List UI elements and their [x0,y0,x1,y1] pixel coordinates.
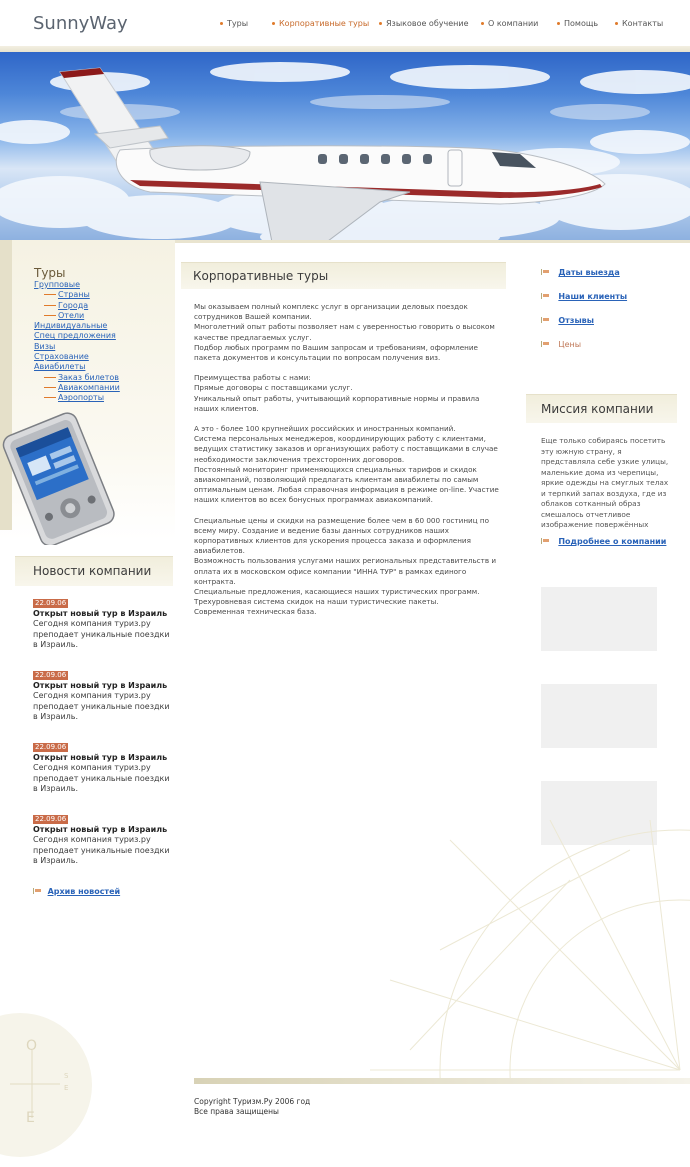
right-link-label[interactable]: Цены [558,340,582,349]
sidebar-menu [34,280,120,404]
news-text: Сегодня компания туриз.ру преподает уникальные поездки в Израиль. [33,835,170,866]
news-item [33,814,173,867]
bullet-icon [220,22,223,25]
sidebar-item-label[interactable]: Страны [58,290,90,300]
right-link-dates[interactable] [541,268,627,292]
news-headline[interactable]: Открыт новый тур в Израиль [33,824,168,834]
sidebar-item-flights[interactable] [34,362,120,372]
news-text: Сегодня компания туриз.ру преподает уникальные поездки в Израиль. [33,763,170,794]
news-text: Сегодня компания туриз.ру преподает уникальные поездки в Израиль. [33,691,170,722]
nav-item-corporate-tours[interactable]: Корпоративные туры [272,19,369,28]
compass-letter: Е [26,1110,35,1126]
sidebar-subitem-cities[interactable] [34,301,120,311]
sidebar-item-individual[interactable] [34,321,120,331]
content-header [181,262,506,289]
sidebar-item-label[interactable]: Групповые [34,280,80,289]
news-header [15,556,173,586]
right-link-label[interactable]: Наши клиенты [558,292,628,301]
news-headline[interactable]: Открыт новый тур в Израиль [33,608,168,618]
content-body [194,302,506,628]
content-paragraph: Преимущества работы с нами: Прямые договоры с поставщиками услуг. Уникальный опыт работы, учитывающий корпоративные нормы и правила наших клиентов. [194,373,480,413]
news-headline[interactable]: Открыт новый тур в Израиль [33,680,168,690]
arrow-icon [44,397,56,398]
sidebar-subitem-ticket-order[interactable] [34,373,120,383]
news-date: 22.09.06 [35,743,67,751]
news-date: 22.09.06 [35,815,67,823]
bullet-icon [379,22,382,25]
right-link-prices[interactable] [541,340,627,364]
sidebar-item-label[interactable]: Индивидуальные [34,321,108,331]
content-paragraph: А это - более 100 крупнейших российских и иностранных компаний. Система персональных менеджеров, координирующих работу с клиентами, ведущих статистику заказов и организующих работу с поставщиками в случае необходимости заключения трехсторонних договоров. Постоянный мониторинг применяющихся специальных тарифов и скидок авиакомпаний, позволяющий предлагать клиентам авиабилеты по самым оптимальным ценам. Любая справочная информация в режиме on-line. Участие наших клиентов во всех бонусных программах авиакомпаний. [194,424,499,505]
sidebar-item-label[interactable]: Страхование [34,352,89,362]
right-link-label[interactable]: Даты выезда [558,268,620,277]
nav-item-help[interactable]: Помощь [557,19,598,28]
sidebar-item-special-offers[interactable] [34,331,120,341]
sidebar-item-label[interactable]: Отели [58,310,85,320]
sidebar-item-visas[interactable] [34,342,120,352]
flag-icon [541,269,550,275]
sidebar-item-label[interactable]: Спец предложения [34,331,116,341]
news-date: 22.09.06 [35,599,67,607]
news-headline[interactable]: Открыт новый тур в Израиль [33,752,168,762]
more-link-label[interactable]: Подробнее о компании [558,537,667,546]
airplane-illustration [0,52,690,240]
rights-text: Все права защищены [194,1107,279,1116]
flag-icon [541,538,550,544]
bullet-icon [481,22,484,25]
sidebar-subitem-airports[interactable] [34,393,120,403]
sidebar-subitem-hotels[interactable] [34,311,120,321]
header [0,0,690,48]
flag-icon [33,888,42,894]
mission-header [526,394,677,423]
nav-item-contacts[interactable]: Контакты [615,19,663,28]
nav-item-about[interactable]: О компании [481,19,538,28]
right-link-label[interactable]: Отзывы [558,316,594,325]
compass-left-decoration [0,1010,100,1160]
sidebar-item-label[interactable]: Аэропорты [58,393,105,403]
news-text: Сегодня компания туриз.ру преподает уникальные поездки в Израиль. [33,619,170,650]
sidebar-item-label[interactable]: Авиакомпании [58,382,120,392]
arrow-icon [44,315,56,316]
footer-divider [194,1078,690,1084]
compass-letter: S [64,1072,69,1080]
logo[interactable]: SunnyWay [33,13,128,34]
bullet-icon [272,22,275,25]
arrow-icon [44,377,56,378]
arrow-icon [44,305,56,306]
banner-placeholder [541,684,657,748]
banner-placeholder [541,587,657,651]
bullet-icon [557,22,560,25]
compass-letter: E [64,1084,69,1092]
sidebar-subitem-countries[interactable] [34,290,120,300]
news-item [33,598,173,651]
right-link-clients[interactable] [541,292,627,316]
sidebar-item-label[interactable]: Визы [34,341,56,351]
nav-item-language-learning[interactable]: Языковое обучение [379,19,469,28]
arrow-icon [44,294,56,295]
flag-icon [541,341,550,347]
mission-text: Еще только собираясь посетить эту южную страну, я представляла себе узкие улицы, маленькие дома из черепицы, яркие одежды на смуглых телах и терпкий запах воздуха, где из облаков сотканный образ смешалось отчетливое изображение повержённых [541,436,669,529]
news-item [33,670,173,723]
compass-letter: О [26,1038,38,1054]
sidebar-item-label[interactable]: Авиабилеты [34,362,86,372]
compass-decoration [350,820,690,1080]
arrow-icon [44,387,56,388]
content-paragraph: Мы оказываем полный комплекс услуг в организации деловых поездок сотрудников Вашей компании. Многолетний опыт работы позволяет нам с уверенностью говорить о высоком качестве предлагаемых услуг. Подбор любых программ по Вашим запросам и требованиям, оформление пакета документов и консультации по вопросам получения виз. [194,302,495,363]
news-title: Новости компании [33,564,152,578]
sidebar-item-group[interactable] [34,280,120,290]
more-about-company-link[interactable] [541,537,666,546]
sidebar-item-label[interactable]: Города [58,300,89,310]
flag-icon [541,293,550,299]
news-date: 22.09.06 [35,671,67,679]
right-links [541,268,627,364]
archive-link-label[interactable]: Архив новостей [47,887,121,896]
copyright-text: Copyright Туризм.Ру 2006 год [194,1097,311,1106]
sidebar-subitem-airlines[interactable] [34,383,120,393]
sidebar-item-insurance[interactable] [34,352,120,362]
content-paragraph: Специальные цены и скидки на размещение более чем в 60 000 гостиниц по всему миру. Создание и ведение базы данных сотрудников наших корпоративных клиентов для ускорения процесса заказа и оформления авиабилетов. Возможность пользования услугами наших региональных представительств и оплата их в московском офисе компании "ИННА ТУР" в рамках единого контракта. Специальные предложения, касающиеся наших туристических программ. Трехуровневая система скидок на наши туристические пакеты. Современная техническая база. [194,515,497,617]
sidebar-item-label[interactable]: Заказ билетов [58,372,119,382]
pda-device-icon [0,410,120,545]
news-item [33,742,173,795]
mission-title: Миссия компании [541,402,654,416]
right-link-reviews[interactable] [541,316,627,340]
bullet-icon [615,22,618,25]
page-title: Корпоративные туры [193,269,329,283]
flag-icon [541,317,550,323]
nav-item-tours[interactable]: Туры [220,19,248,28]
sidebar-title: Туры [34,266,66,280]
archive-link[interactable] [33,887,120,896]
banner-image [0,52,690,240]
footer [194,1097,310,1117]
